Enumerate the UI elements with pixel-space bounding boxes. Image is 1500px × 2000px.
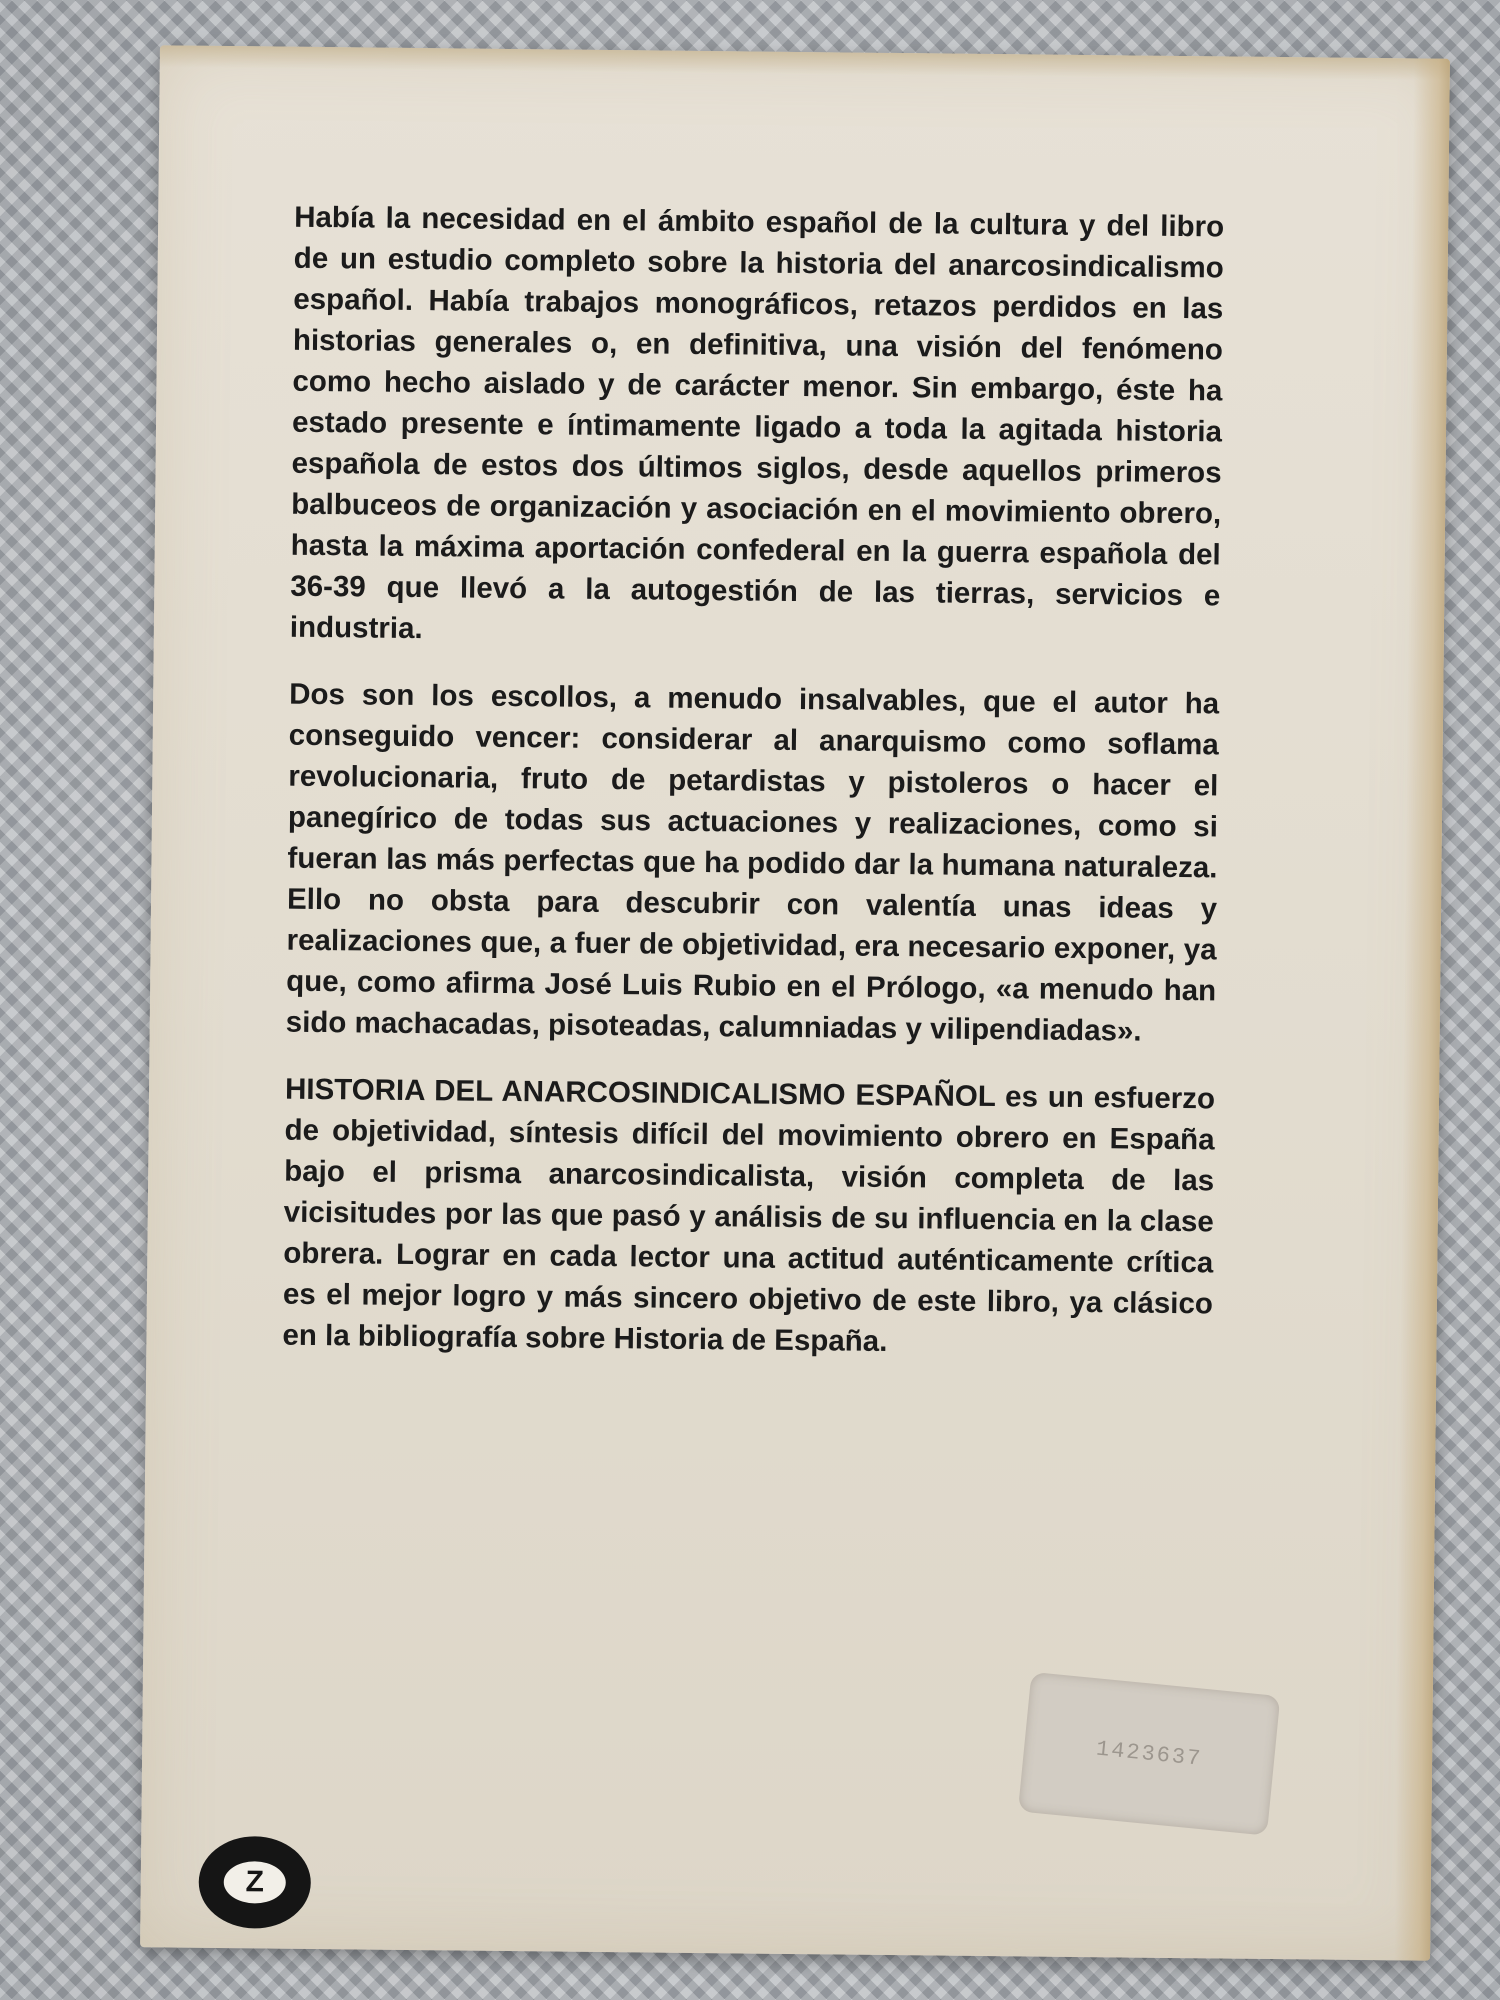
blurb-text [282,197,1224,1392]
publisher-logo-letter: Z [245,1865,265,1899]
price-sticker-residue [1018,1672,1280,1836]
publisher-logo-icon [198,1836,311,1929]
sticker-code: 1423637 [1094,1736,1204,1772]
right-edge-wear [1394,58,1450,1960]
book-back-cover [140,45,1450,1960]
blurb-paragraph-2: Dos son los escollos, a menudo insalvables, que el autor ha conseguido vencer: considerar al anarquismo como soflama revolucionaria, fruto de petardistas y pistoleros o hacer el panegírico de todas sus actuaciones y realizaciones, como si fueran las más perfectas que ha podido dar la humana naturaleza. Ello no obsta para descubrir con valentía unas ideas y realizaciones que, a fuer de objetividad, era necesario exponer, ya que, como afirma José Luis Rubio en el Prólogo, «a menudo han sido machacadas, pisoteadas, calumniadas y vilipendiadas». [285,677,1220,1048]
publisher-logo-inner [224,1861,286,1904]
blurb-paragraph-3: HISTORIA DEL ANARCOSINDICALISMO ESPAÑOL es un esfuerzo de objetividad, síntesis difícil del movimiento obrero en España bajo el prisma anarcosindicalista, visión completa de las vicisitudes por las que pasó y análisis de su influencia en la clase obrera. Lograr en cada lector una actitud auténticamente crítica es el mejor logro y más sincero objetivo de este libro, ya clásico en la bibliografía sobre Historia de España. [282,1072,1216,1358]
blurb-paragraph-1: Había la necesidad en el ámbito español de la cultura y del libro de un estudio completo sobre la historia del anarcosindicalismo español. Había trabajos monográficos, retazos perdidos en las historias generales o, en definitiva, una visión del fenómeno como hecho aislado y de carácter menor. Sin embargo, éste ha estado presente e íntimamente ligado a toda la agitada historia española de estos dos últimos siglos, desde aquellos primeros balbuceos de organización y asociación en el movimiento obrero, hasta la máxima aportación confederal en la guerra española del 36-39 que llevó a la autogestión de las tierras, servicios e industria. [289,200,1225,646]
top-edge-wear [160,45,1450,81]
